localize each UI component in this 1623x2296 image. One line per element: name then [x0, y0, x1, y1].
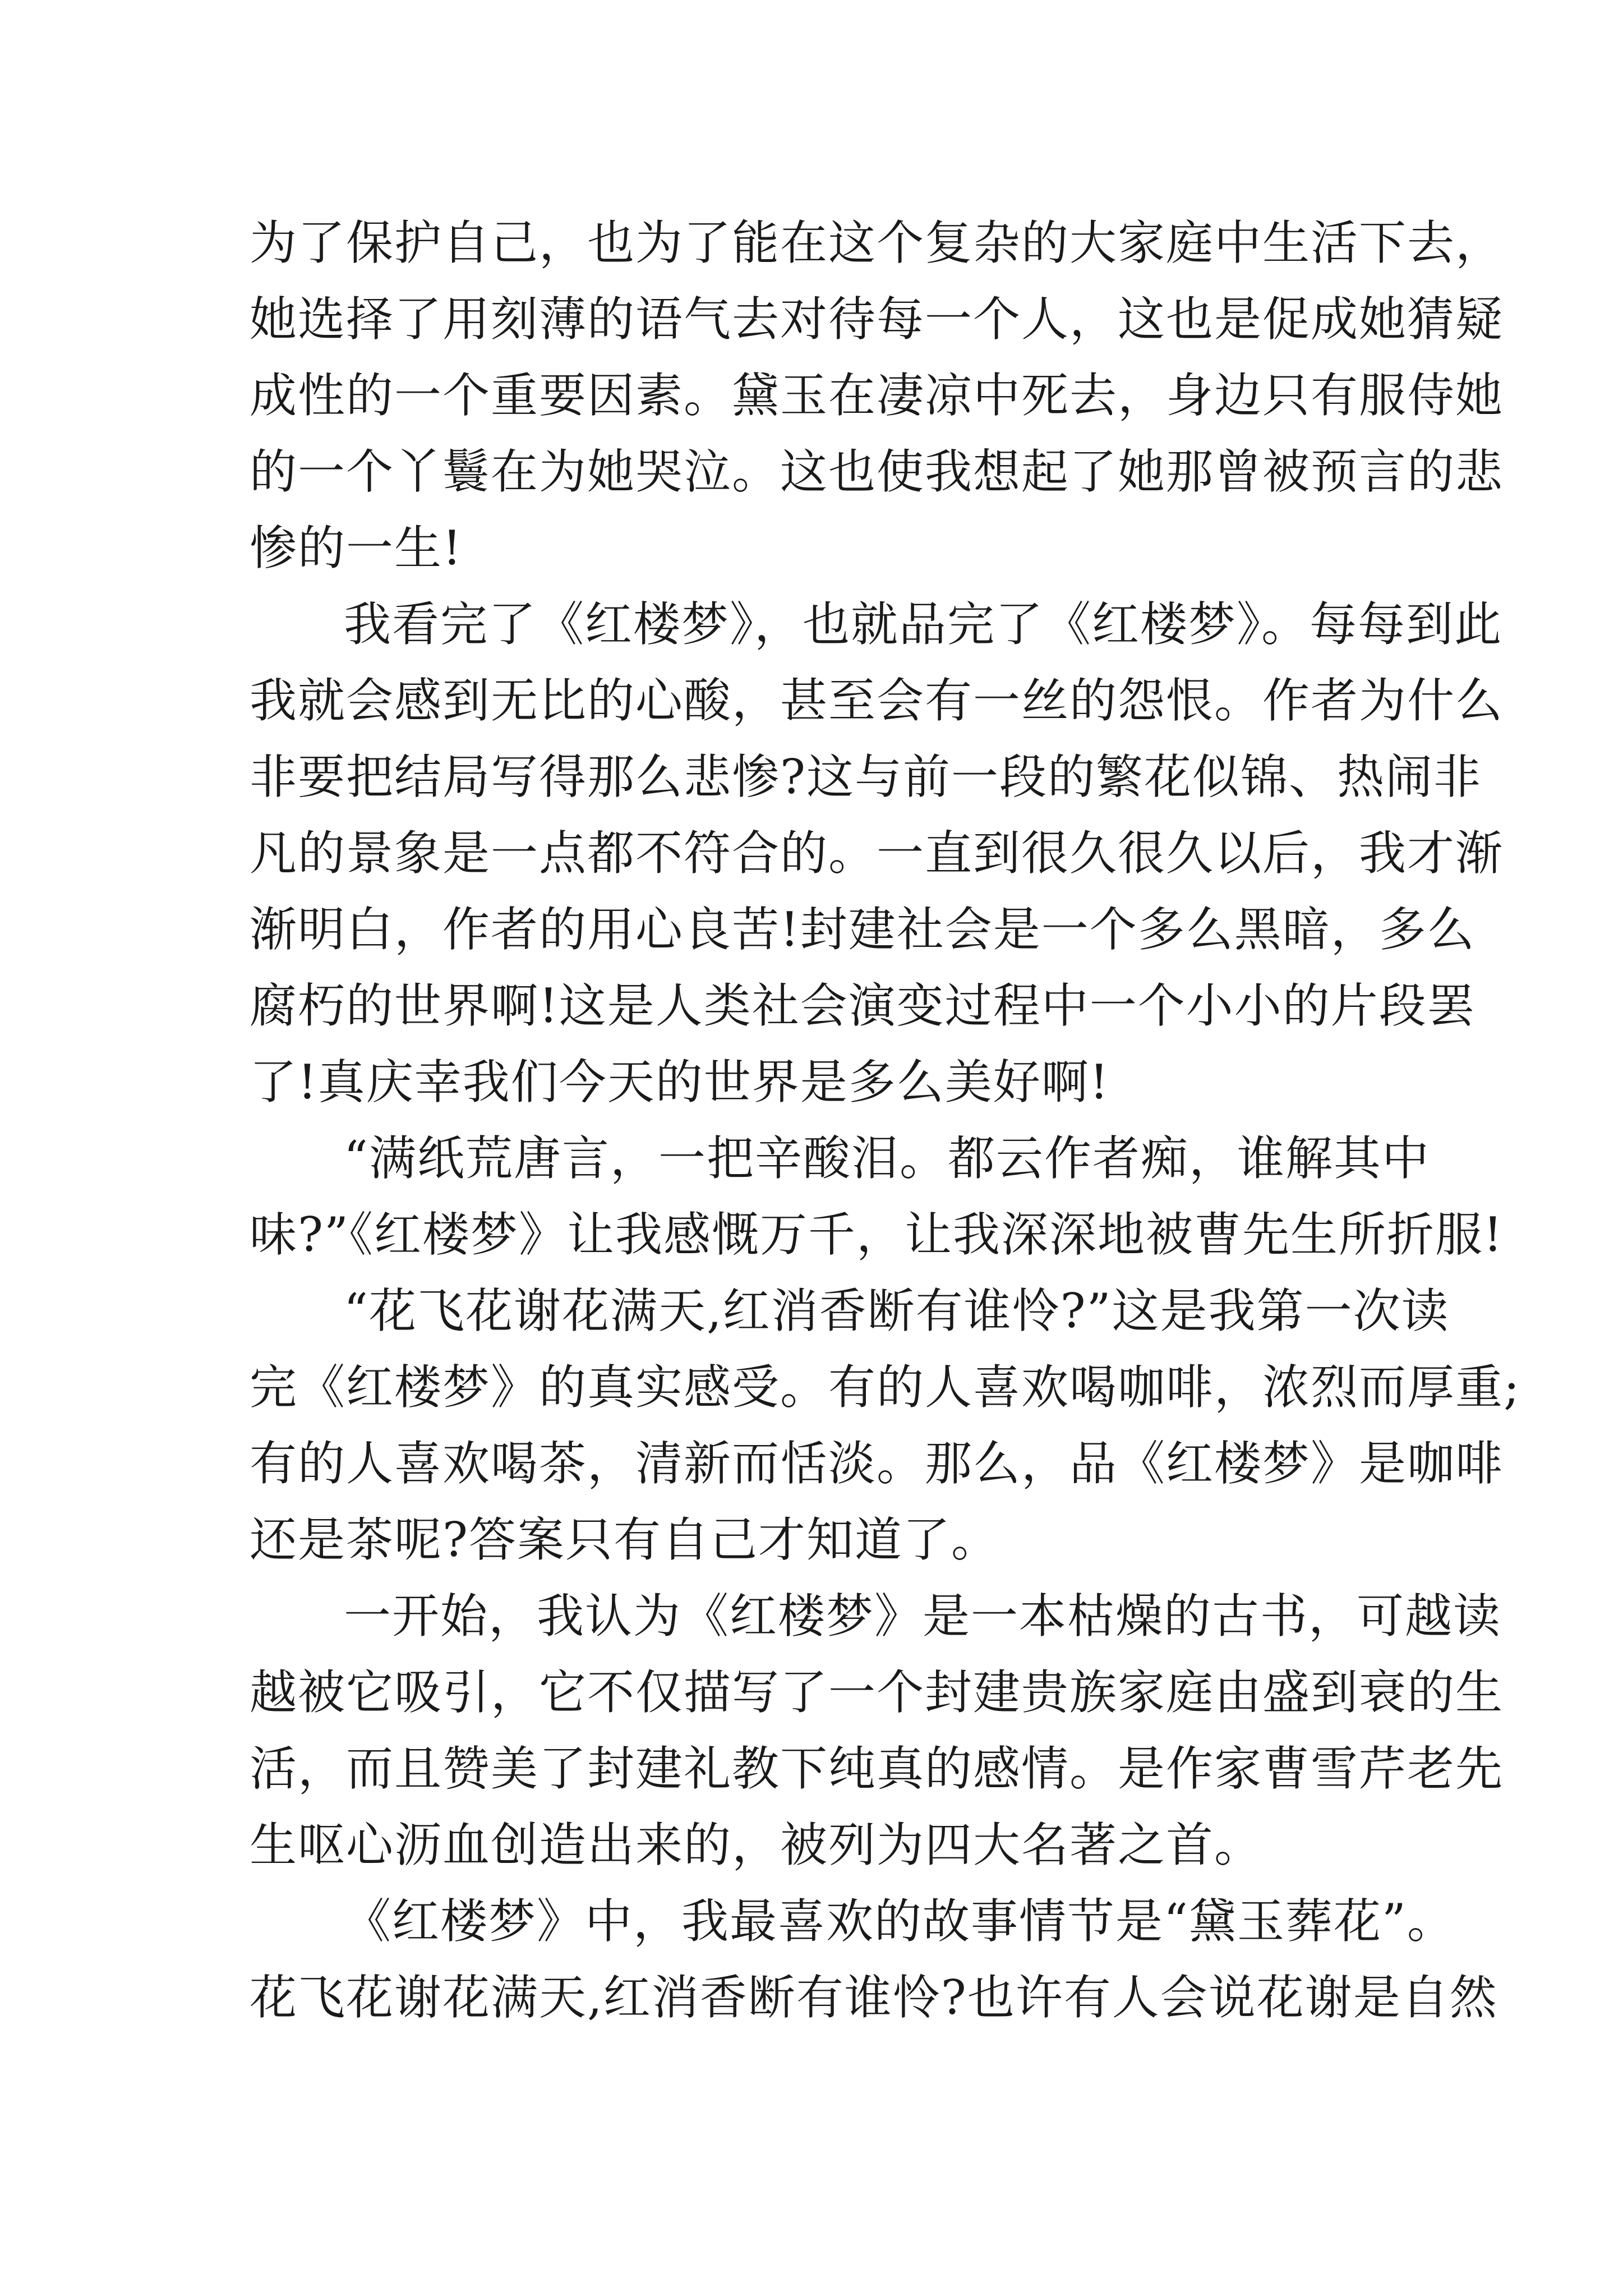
text-line: 我就会感到无比的心酸，甚至会有一丝的怨恨。作者为什么	[250, 673, 1504, 728]
text-line: 惨的一生!	[250, 521, 463, 576]
text-line: 还是茶呢?答案只有自己才知道了。	[250, 1512, 1000, 1567]
text-line: 非要把结局写得那么悲惨?这与前一段的繁花似锦、热闹非	[250, 749, 1482, 804]
text-line: 成性的一个重要因素。黛玉在凄凉中死去，身边只有服侍她	[250, 368, 1504, 423]
text-line: 完《红楼梦》的真实感受。有的人喜欢喝咖啡，浓烈而厚重;	[250, 1360, 1521, 1415]
text-line: 的一个丫鬟在为她哭泣。这也使我想起了她那曾被预言的悲	[250, 444, 1504, 499]
text-line: 越被它吸引，它不仅描写了一个封建贵族家庭由盛到衰的生	[250, 1665, 1504, 1720]
body-text	[250, 205, 1521, 2036]
text-line: 为了保护自己，也为了能在这个复杂的大家庭中生活下去，	[250, 215, 1504, 270]
text-line: 腐朽的世界啊!这是人类社会演变过程中一个小小的片段罢	[250, 978, 1476, 1033]
text-line: 渐明白，作者的用心良苦!封建社会是一个多么黑暗，多么	[250, 902, 1476, 957]
text-line: 味?”《红楼梦》让我感慨万千，让我深深地被曹先生所折服!	[250, 1207, 1504, 1262]
text-line: 花飞花谢花满天,红消香断有谁怜?也许有人会说花谢是自然	[250, 1970, 1498, 2025]
text-line: 《红楼梦》中，我最喜欢的故事情节是“黛玉葬花”。	[344, 1894, 1455, 1949]
text-line: 活，而且赞美了封建礼教下纯真的感情。是作家曹雪芹老先	[250, 1741, 1504, 1796]
text-line: 了!真庆幸我们今天的世界是多么美好啊!	[250, 1055, 1110, 1110]
text-line: 她选择了用刻薄的语气去对待每一个人，这也是促成她猜疑	[250, 292, 1504, 347]
text-line: “花飞花谢花满天,红消香断有谁怜?”这是我第一次读	[344, 1283, 1450, 1338]
text-line: 一开始，我认为《红楼梦》是一本枯燥的古书，可越读	[344, 1589, 1502, 1644]
text-line: 我看完了《红楼梦》，也就品完了《红楼梦》。每每到此	[344, 597, 1503, 652]
text-line: 生呕心沥血创造出来的，被列为四大名著之首。	[250, 1818, 1263, 1872]
text-line: 凡的景象是一点都不符合的。一直到很久很久以后，我才渐	[250, 826, 1504, 881]
text-line: “满纸荒唐言，一把辛酸泪。都云作者痴，谁解其中	[344, 1131, 1430, 1186]
text-line: 有的人喜欢喝茶，清新而恬淡。那么，品《红楼梦》是咖啡	[250, 1436, 1504, 1491]
